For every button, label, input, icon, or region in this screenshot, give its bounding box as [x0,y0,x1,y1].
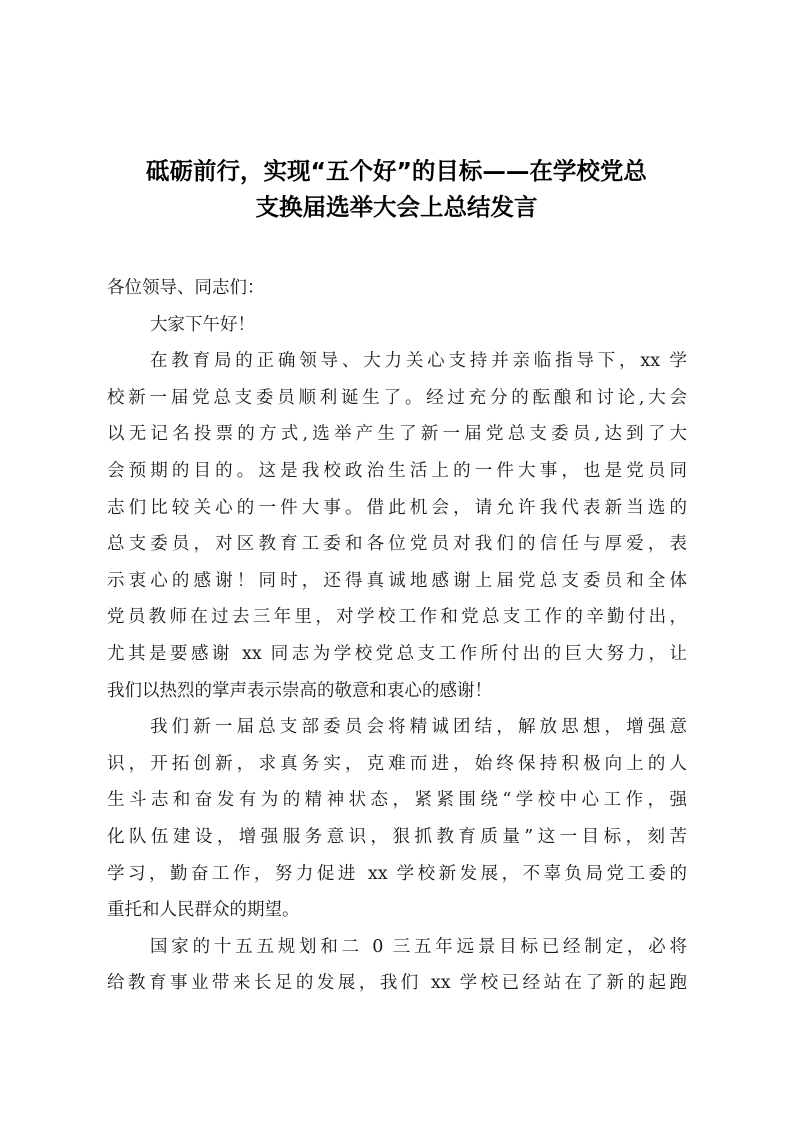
paragraph-line: 尤其是要感谢 xx 同志为学校党总支工作所付出的巨大努力，让 [107,643,687,664]
paragraph-line: 党员教师在过去三年里，对学校工作和党总支工作的辛勤付出， [107,607,687,628]
paragraph-line: 给教育事业带来长足的发展，我们 xx 学校已经站在了新的起跑 [107,973,687,994]
paragraph-line: 识，开拓创新，求真务实，克难而进，始终保持积极向上的人 [107,753,687,774]
paragraph-line: 我们以热烈的掌声表示崇高的敬意和衷心的感谢！ [107,680,492,701]
paragraph-line: 学习，勤奋工作，努力促进 xx 学校新发展，不辜负局党工委的 [107,863,687,884]
paragraph-line: 重托和人民群众的期望。 [107,900,300,921]
salutation: 各位领导、同志们： [107,278,265,298]
paragraph-line: 我们新一届总支部委员会将精诚团结，解放思想，增强意 [150,717,687,738]
paragraph-line: 校新一届党总支委员顺利诞生了。经过充分的酝酿和讨论,大会 [107,387,687,408]
paragraph-2 [107,709,687,929]
paragraph-line: 会预期的目的。这是我校政治生活上的一件大事，也是党员同 [107,460,687,481]
paragraph-line: 在教育局的正确领导、大力关心支持并亲临指导下，xx 学 [150,351,687,372]
paragraph-line: 志们比较关心的一件大事。借此机会，请允许我代表新当选的 [107,497,687,518]
paragraph-line: 国家的十五五规划和二 0 三五年远景目标已经制定，必将 [150,936,687,957]
paragraph-line: 化队伍建设，增强服务意识，狠抓教育质量”这一目标，刻苦 [107,826,687,847]
paragraph-line: 生斗志和奋发有为的精神状态，紧紧围绕“学校中心工作，强 [107,790,687,811]
paragraph-1 [107,343,687,709]
greeting: 大家下午好！ [150,314,255,335]
paragraph-3 [107,929,687,1002]
paragraph-line: 示衷心的感谢！同时，还得真诚地感谢上届党总支委员和全体 [107,570,687,591]
title-line-2: 支换届选举大会上总结发言 [255,193,538,221]
title-line-1: 砥砺前行，实现“五个好”的目标——在学校党总 [146,157,647,185]
document-title [100,153,693,225]
paragraph-line: 以无记名投票的方式,选举产生了新一届党总支委员,达到了大 [107,424,687,445]
paragraph-line: 总支委员，对区教育工委和各位党员对我们的信任与厚爱，表 [107,534,687,555]
document-body [107,270,687,1002]
